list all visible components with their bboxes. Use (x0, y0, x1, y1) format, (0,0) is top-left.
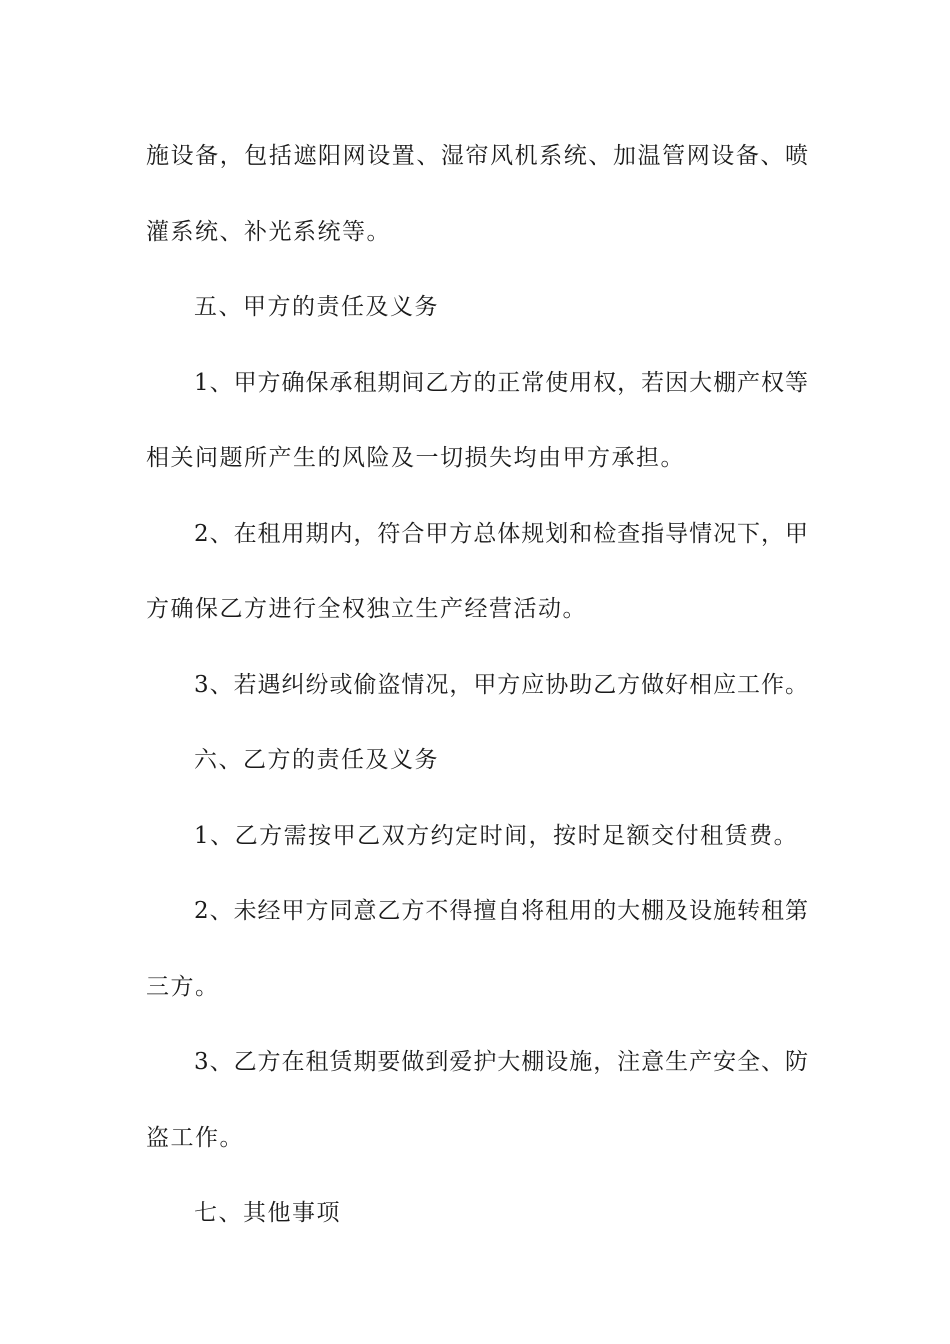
text-line: 盗工作。 (146, 1124, 244, 1151)
text-line: 施设备，包括遮阳网设置、湿帘风机系统、加温管网设备、喷 (146, 143, 808, 169)
text-line: 3、乙方在租赁期要做到爱护大棚设施，注意生产安全、防 (194, 1049, 808, 1075)
section-heading: 六、乙方的责任及义务 (194, 747, 439, 773)
text-line: 1、甲方确保承租期间乙方的正常使用权，若因大棚产权等 (194, 369, 808, 396)
text-line: 2、未经甲方同意乙方不得擅自将租用的大棚及设施转租第 (194, 898, 808, 924)
text-line: 2、在租用期内，符合甲方总体规划和检查指导情况下，甲 (194, 520, 808, 547)
text-line: 相关问题所产生的风险及一切损失均由甲方承担。 (146, 445, 685, 471)
text-line: 灌系统、补光系统等。 (146, 218, 391, 245)
section-heading: 七、其他事项 (194, 1200, 341, 1226)
document-body (146, 134, 808, 1267)
text-line: 3、若遇纠纷或偷盗情况，甲方应协助乙方做好相应工作。 (194, 671, 808, 698)
text-line: 1、乙方需按甲乙双方约定时间，按时足额交付租赁费。 (194, 822, 799, 849)
text-line: 方确保乙方进行全权独立生产经营活动。 (146, 596, 587, 622)
text-line: 三方。 (146, 973, 220, 1000)
section-heading: 五、甲方的责任及义务 (194, 294, 439, 320)
